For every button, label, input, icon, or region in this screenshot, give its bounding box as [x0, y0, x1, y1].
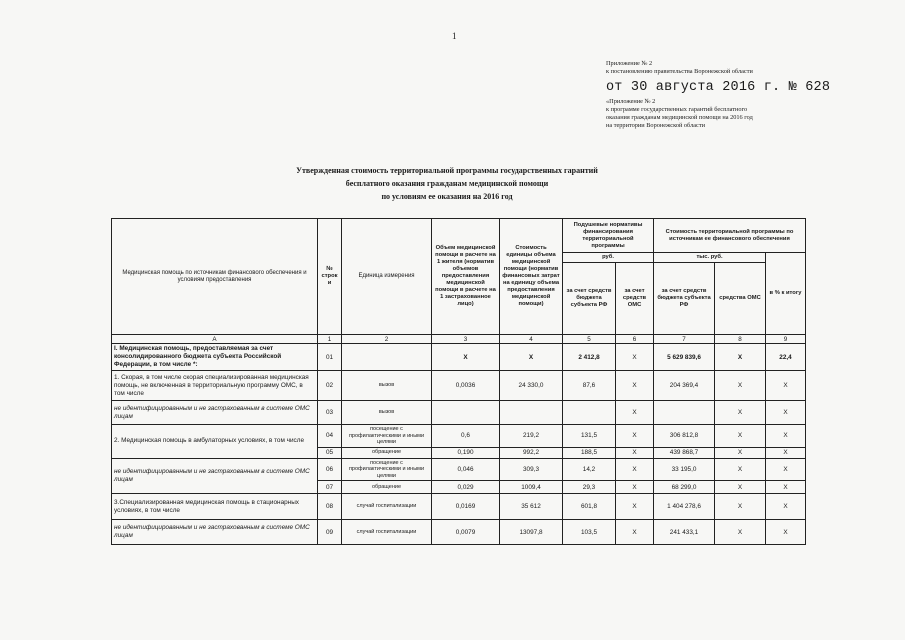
- col-number-1: 1: [318, 335, 342, 344]
- row-unit: [342, 344, 432, 371]
- cell-oms-per-capita: X: [616, 371, 654, 401]
- cell-oms-per-capita: X: [616, 520, 654, 545]
- cell-volume: [432, 401, 500, 425]
- cell-oms-cost: X: [715, 447, 766, 458]
- table-row: [112, 458, 806, 481]
- cell-budget-per-capita: 131,5: [563, 425, 616, 448]
- cell-percent: X: [766, 447, 806, 458]
- cell-oms-per-capita: X: [616, 447, 654, 458]
- cell-unit-cost: 24 330,0: [500, 371, 563, 401]
- header-unit-rub: руб.: [563, 253, 654, 263]
- cell-unit-cost: 992,2: [500, 447, 563, 458]
- cell-budget-per-capita: 188,5: [563, 447, 616, 458]
- row-unit: вызов: [342, 401, 432, 425]
- cell-volume: X: [432, 344, 500, 371]
- row-label: не идентифицированным и не застрахованным в системе ОМС лицам: [112, 520, 318, 545]
- header-oms-cost: средства ОМС: [715, 263, 766, 335]
- row-label: 3.Специализированная медицинская помощь в стационарных условиях, в том числе: [112, 494, 318, 520]
- row-label: не идентифицированным и не застрахованным в системе ОМС лицам: [112, 401, 318, 425]
- cell-volume: 0,046: [432, 458, 500, 481]
- cell-budget-per-capita: 2 412,8: [563, 344, 616, 371]
- cell-budget-per-capita: 87,6: [563, 371, 616, 401]
- row-unit: вызов: [342, 371, 432, 401]
- cell-oms-cost: X: [715, 494, 766, 520]
- cell-volume: 0,0079: [432, 520, 500, 545]
- cell-percent: X: [766, 458, 806, 481]
- cell-percent: X: [766, 371, 806, 401]
- table-row: [112, 371, 806, 401]
- cell-unit-cost: 1009,4: [500, 481, 563, 494]
- document-title: [252, 164, 642, 203]
- header-unit: Единица измерения: [342, 219, 432, 335]
- table-row: [112, 425, 806, 448]
- cell-volume: 0,029: [432, 481, 500, 494]
- cell-budget-cost: 204 369,4: [654, 371, 715, 401]
- header-row-number: № строк и: [318, 219, 342, 335]
- title-line-3: по условиям ее оказания на 2016 год: [381, 192, 513, 201]
- cell-oms-cost: X: [715, 520, 766, 545]
- page-number: 1: [452, 31, 457, 41]
- col-number-a: А: [112, 335, 318, 344]
- header-unit-cost: Стоимость единицы объема медицинской помощи (норматив финансовых затрат на единицу объема предоставления медицинской помощи): [500, 219, 563, 335]
- cell-oms-cost: X: [715, 371, 766, 401]
- col-number-6: 6: [616, 335, 654, 344]
- cell-budget-per-capita: 103,5: [563, 520, 616, 545]
- col-number-5: 5: [563, 335, 616, 344]
- cell-budget-per-capita: [563, 401, 616, 425]
- cell-budget-per-capita: 29,3: [563, 481, 616, 494]
- col-number-4: 4: [500, 335, 563, 344]
- header-oms-per-capita: за счет средств ОМС: [616, 263, 654, 335]
- cell-oms-cost: X: [715, 481, 766, 494]
- header-budget-per-capita: за счет средств бюджета субъекта РФ: [563, 263, 616, 335]
- row-number: 06: [318, 458, 342, 481]
- cell-oms-cost: X: [715, 401, 766, 425]
- header-unit-thousand-rub: тыс. руб.: [654, 253, 766, 263]
- cell-budget-cost: 241 433,1: [654, 520, 715, 545]
- cell-oms-per-capita: X: [616, 494, 654, 520]
- cell-oms-per-capita: X: [616, 458, 654, 481]
- row-label: 2. Медицинская помощь в амбулаторных условиях, в том числе: [112, 425, 318, 459]
- cell-budget-per-capita: 601,8: [563, 494, 616, 520]
- table-row: [112, 401, 806, 425]
- col-number-7: 7: [654, 335, 715, 344]
- cell-unit-cost: 13097,8: [500, 520, 563, 545]
- row-number: 04: [318, 425, 342, 448]
- original-appendix-label: «Приложение № 2: [606, 98, 656, 105]
- col-number-9: 9: [766, 335, 806, 344]
- appendix-header: [606, 60, 896, 130]
- cell-volume: 0,6: [432, 425, 500, 448]
- cell-percent: X: [766, 494, 806, 520]
- program-reference-line-3: на территории Воронежской области: [606, 122, 705, 129]
- cell-volume: 0,0036: [432, 371, 500, 401]
- cell-percent: X: [766, 481, 806, 494]
- table-row: [112, 344, 806, 371]
- cell-oms-per-capita: X: [616, 344, 654, 371]
- program-reference-line-2: оказания гражданам медицинской помощи на 2016 год: [606, 114, 753, 121]
- header-budget-cost: за счет средств бюджета субъекта РФ: [654, 263, 715, 335]
- cell-oms-cost: X: [715, 458, 766, 481]
- program-cost-table: [111, 218, 806, 545]
- row-label: не идентифицированным и не застрахованным в системе ОМС лицам: [112, 458, 318, 494]
- cell-budget-cost: 33 195,0: [654, 458, 715, 481]
- col-number-2: 2: [342, 335, 432, 344]
- cell-unit-cost: 219,2: [500, 425, 563, 448]
- cell-budget-cost: 5 629 839,6: [654, 344, 715, 371]
- header-program-cost-group: Стоимость территориальной программы по источникам ее финансового обеспечения: [654, 219, 806, 253]
- row-number: 08: [318, 494, 342, 520]
- title-line-1: Утвержденная стоимость территориальной программы государственных гарантий: [296, 166, 598, 175]
- header-volume-per-capita: Объем медицинской помощи в расчете на 1 жителя (норматив объемов предоставления медицинской помощи в расчете на 1 застрахованное лицо): [432, 219, 500, 335]
- table-row: [112, 520, 806, 545]
- cell-percent: X: [766, 401, 806, 425]
- program-reference-line-1: к программе государственных гарантий бесплатного: [606, 106, 748, 113]
- row-label: 1. Скорая, в том числе скорая специализированная медицинская помощь, не включенная в территориальную программу ОМС, в том числе: [112, 371, 318, 401]
- row-unit: посещение с профилактическими и иными целями: [342, 458, 432, 481]
- cell-volume: 0,0169: [432, 494, 500, 520]
- cell-unit-cost: X: [500, 344, 563, 371]
- cell-unit-cost: 309,3: [500, 458, 563, 481]
- cell-budget-cost: 1 404 278,6: [654, 494, 715, 520]
- cell-oms-cost: X: [715, 344, 766, 371]
- row-number: 05: [318, 447, 342, 458]
- row-number: 07: [318, 481, 342, 494]
- cell-volume: 0,190: [432, 447, 500, 458]
- row-number: 03: [318, 401, 342, 425]
- cell-percent: X: [766, 425, 806, 448]
- appendix-label: Приложение № 2: [606, 60, 653, 67]
- header-care-type: Медицинская помощь по источникам финансового обеспечения и условиям предоставления: [112, 219, 318, 335]
- cell-oms-per-capita: X: [616, 481, 654, 494]
- cell-percent: X: [766, 520, 806, 545]
- row-unit: обращение: [342, 481, 432, 494]
- row-number: 01: [318, 344, 342, 371]
- cell-budget-per-capita: 14,2: [563, 458, 616, 481]
- header-percent-of-total: в % к итогу: [766, 253, 806, 335]
- row-unit: посещение с профилактическими и иными целями: [342, 425, 432, 448]
- title-line-2: бесплатного оказания гражданам медицинской помощи: [345, 179, 549, 188]
- cell-budget-cost: 68 299,0: [654, 481, 715, 494]
- resolution-reference: к постановлению правительства Воронежской области: [606, 68, 753, 75]
- row-label: I. Медицинская помощь, предоставляемая за счет консолидированного бюджета субъекта Российской Федерации, в том числе *:: [112, 344, 318, 371]
- resolution-date: от 30 августа 2016 г. № 628: [606, 80, 831, 95]
- row-unit: обращение: [342, 447, 432, 458]
- col-number-3: 3: [432, 335, 500, 344]
- cell-oms-per-capita: X: [616, 425, 654, 448]
- row-number: 02: [318, 371, 342, 401]
- cell-oms-per-capita: X: [616, 401, 654, 425]
- cell-oms-cost: X: [715, 425, 766, 448]
- header-per-capita-group: Подушевые нормативы финансирования территориальной программы: [563, 219, 654, 253]
- cell-percent: 22,4: [766, 344, 806, 371]
- table-row: [112, 494, 806, 520]
- cell-budget-cost: [654, 401, 715, 425]
- cell-budget-cost: 306 812,8: [654, 425, 715, 448]
- col-number-8: 8: [715, 335, 766, 344]
- cell-budget-cost: 439 868,7: [654, 447, 715, 458]
- row-unit: случай госпитализации: [342, 494, 432, 520]
- row-number: 09: [318, 520, 342, 545]
- cell-unit-cost: [500, 401, 563, 425]
- cell-unit-cost: 35 612: [500, 494, 563, 520]
- row-unit: случай госпитализации: [342, 520, 432, 545]
